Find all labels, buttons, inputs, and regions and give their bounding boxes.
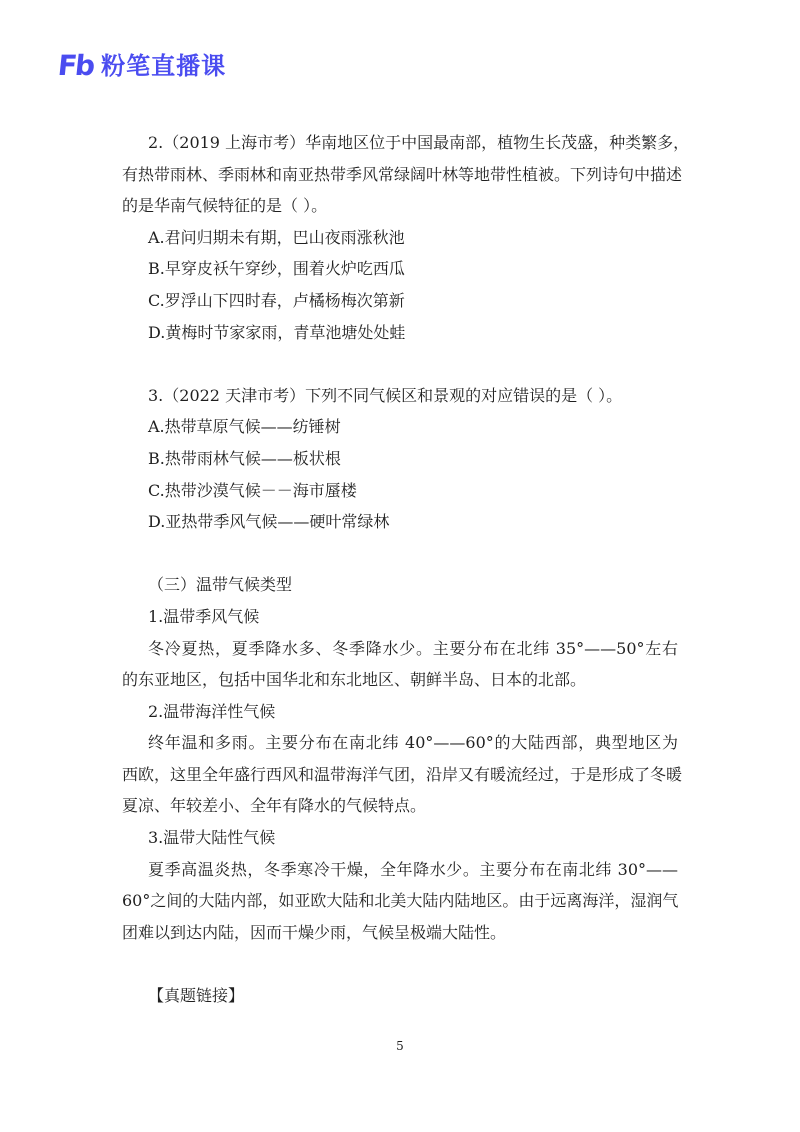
option-c: C.罗浮山下四时春，卢橘杨梅次第新 — [148, 290, 405, 310]
real-exam-link-heading: 【真题链接】 — [148, 986, 245, 1006]
question-2 — [122, 127, 690, 348]
question-stem-line: 有热带雨林、季雨林和南亚热带季风常绿阔叶林等地带性植被。下列诗句中描述 — [122, 164, 683, 184]
question-stem-line: 3.（2022 天津市考）下列不同气候区和景观的对应错误的是（ ）。 — [148, 385, 623, 405]
paragraph-line: 夏季高温炎热，冬季寒冷干燥，全年降水少。主要分布在南北纬 30°—— — [148, 859, 678, 879]
question-stem-line: 2.（2019 上海市考）华南地区位于中国最南部，植物生长茂盛，种类繁多， — [148, 133, 690, 152]
paragraph-line: 60°之间的大陆内部，如亚欧大陆和北美大陆内陆地区。由于远离海洋，湿润气 — [122, 891, 679, 911]
option-c: C.热带沙漠气候－－海市蜃楼 — [148, 480, 357, 500]
page-number: 5 — [396, 1039, 404, 1053]
document-body — [122, 127, 690, 1012]
question-stem-line: 的是华南气候特征的是（ ）。 — [122, 196, 328, 216]
paragraph-line: 的东亚地区，包括中国华北和东北地区、朝鲜半岛、日本的北部。 — [122, 670, 587, 690]
subsection-heading: 3.温带大陆性气候 — [148, 828, 276, 848]
option-b: B.早穿皮袄午穿纱，围着火炉吃西瓜 — [148, 259, 405, 279]
option-a: A.热带草原气候——纺锤树 — [148, 417, 341, 437]
fenbi-logo — [58, 48, 226, 84]
subsection-heading: 2.温带海洋性气候 — [148, 701, 276, 721]
paragraph-line: 团难以到达内陆，因而干燥少雨，气候呈极端大陆性。 — [122, 922, 507, 942]
option-b: B.热带雨林气候——板状根 — [148, 448, 341, 468]
question-3 — [122, 380, 678, 538]
brand-name: 粉笔直播课 — [101, 52, 227, 80]
fb-logo-icon: Fb — [56, 49, 95, 82]
real-exam-link-block — [122, 980, 678, 1012]
option-a: A.君问归期未有期，巴山夜雨涨秋池 — [148, 227, 405, 247]
section-temperate-climate — [122, 569, 683, 948]
paragraph-line: 夏凉、年较差小、全年有降水的气候特点。 — [122, 796, 427, 816]
paragraph-line: 终年温和多雨。主要分布在南北纬 40°——60°的大陆西部，典型地区为 — [148, 733, 678, 753]
option-d: D.亚热带季风气候——硬叶常绿林 — [148, 512, 390, 532]
option-d: D.黄梅时节家家雨，青草池塘处处蛙 — [148, 322, 406, 342]
paragraph-line: 西欧，这里全年盛行西风和温带海洋气团，沿岸又有暖流经过，于是形成了冬暖 — [122, 764, 683, 784]
section-title: （三）温带气候类型 — [148, 575, 293, 595]
subsection-heading: 1.温带季风气候 — [148, 606, 260, 626]
paragraph-line: 冬冷夏热，夏季降水多、冬季降水少。主要分布在北纬 35°——50°左右 — [148, 638, 678, 658]
